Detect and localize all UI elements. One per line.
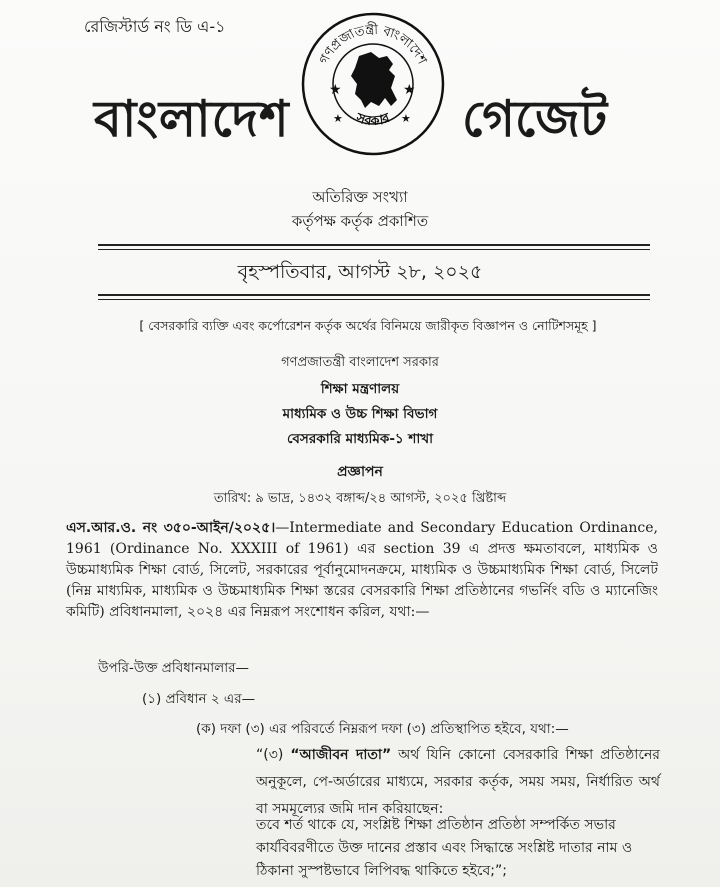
- divider-top-thin: [98, 249, 650, 250]
- masthead-bangladesh: বাংলাদেশ: [94, 90, 290, 148]
- published-by-authority: কর্তৃপক্ষ কর্তৃক প্রকাশিত: [291, 212, 429, 230]
- amendment-intro: উপরি-উক্ত প্রবিধানমালার—: [98, 660, 250, 676]
- issuer-division: মাধ্যমিক ও উচ্চ শিক্ষা বিভাগ: [282, 406, 438, 422]
- notice-category: [ বেসরকারি ব্যক্তি এবং কর্পোরেশন কর্তৃক অর্থের বিনিময়ে জারীকৃত বিজ্ঞাপন ও নোটিশসমূহ ]: [139, 318, 597, 333]
- divider-bottom-thin: [98, 299, 650, 300]
- svg-text:★: ★: [401, 112, 411, 125]
- divider-top: [98, 244, 650, 246]
- definition-text: অর্থ যিনি কোনো বেসরকারি শিক্ষা প্রতিষ্ঠানের অনুকূলে, পে-অর্ডারের মাধ্যমে, সরকার কর্তৃক, সময় সময়, নির্ধারিত অর্থ বা সমমূল্যের জমি দান করিয়াছেন:: [256, 747, 660, 817]
- issuer-government: গণপ্রজাতন্ত্রী বাংলাদেশ সরকার: [281, 355, 439, 370]
- sro-number: এস.আর.ও. নং ৩৫০-আইন/২০২৫।: [66, 520, 276, 536]
- seal-top-text: গণপ্রজাতন্ত্রী বাংলাদেশ: [316, 22, 430, 67]
- amendment-item-1: (১) প্রবিধান ২ এর—: [142, 691, 256, 707]
- svg-text:★: ★: [403, 82, 416, 98]
- notification-date: তারিখ: ৯ ভাদ্র, ১৪৩২ বঙ্গাব্দ/২৪ আগস্ট, ২০২৫ খ্রিষ্টাব্দ: [213, 491, 507, 506]
- seal-bottom-text: সরকার: [354, 110, 392, 130]
- gazette-date: বৃহস্পতিবার, আগস্ট ২৮, ২০২৫: [237, 261, 483, 283]
- svg-text:★: ★: [333, 112, 343, 125]
- svg-text:★: ★: [329, 82, 342, 98]
- extraordinary-issue: অতিরিক্ত সংখ্যা: [312, 188, 408, 206]
- definition-term: “আজীবন দাতা”: [290, 747, 392, 763]
- government-seal-icon: [299, 10, 447, 158]
- issuer-ministry: শিক্ষা মন্ত্রণালয়: [320, 381, 400, 397]
- masthead-gazette: গেজেট: [462, 90, 608, 148]
- definition-lifetime-donor: [256, 742, 660, 823]
- registration-number: রেজিস্টার্ড নং ডি এ-১: [84, 17, 226, 36]
- amendment-item-ka: (ক) দফা (৩) এর পরিবর্তে নিম্নরূপ দফা (৩) প্রতিস্থাপিত হইবে, যথা:—: [196, 721, 569, 737]
- sro-paragraph: [66, 518, 658, 623]
- issuer-branch: বেসরকারি মাধ্যমিক-১ শাখা: [286, 431, 434, 447]
- definition-number: “(৩): [256, 747, 291, 763]
- notification-title: প্রজ্ঞাপন: [337, 464, 383, 480]
- svg-text:সরকার: [353, 110, 392, 129]
- sro-text: —Intermediate and Secondary Education Ordinance, 1961 (Ordinance No. XXXIII of 1961) এর section 39 এ প্রদত্ত ক্ষমতাবলে, মাধ্যমিক ও উচ্চমাধ্যমিক শিক্ষা বোর্ড, সিলেট, সরকারের পূর্বানুমোদনক্রমে, মাধ্যমিক ও উচ্চমাধ্যমিক শিক্ষা বোর্ড, সিলেট (নিম্ন মাধ্যমিক, মাধ্যমিক ও উচ্চমাধ্যমিক শিক্ষা স্তরের বেসরকারি শিক্ষা প্রতিষ্ঠানের গভর্নিং বডি ও ম্যানেজিং কমিটি) প্রবিধানমালা, ২০২৪ এর নিম্নরূপ সংশোধন করিল, যথা:—: [66, 520, 658, 620]
- divider-bottom: [98, 294, 650, 296]
- definition-proviso: তবে শর্ত থাকে যে, সংশ্লিষ্ট শিক্ষা প্রতিষ্ঠান প্রতিষ্ঠা সম্পর্কিত সভার কার্যবিবরণীতে উক্ত দানের প্রস্তাব এবং সিদ্ধান্তে সংশ্লিষ্ট দাতার নাম ও ঠিকানা সুস্পষ্টভাবে লিপিবদ্ধ থাকিতে হইবে;”;: [256, 817, 633, 879]
